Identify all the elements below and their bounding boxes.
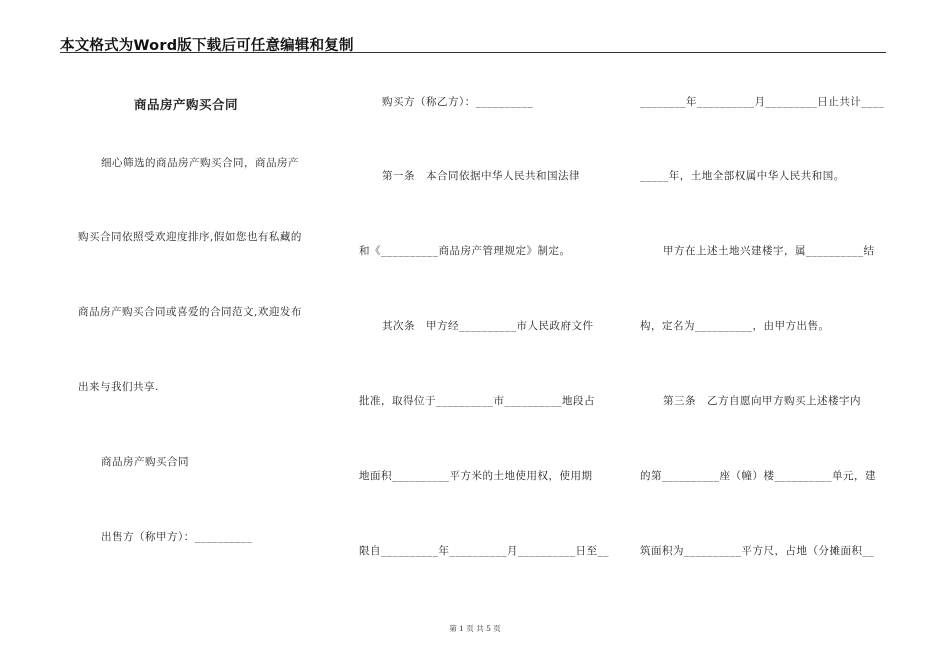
left-line-5: 商品房产购买合同 bbox=[101, 456, 189, 468]
middle-line-4: 批准，取得位于__________市__________地段占 bbox=[359, 395, 595, 407]
left-line-6: 出售方（称甲方）：__________ bbox=[101, 531, 253, 543]
left-line-2: 购买合同依照受欢迎度排序,假如您也有私藏的 bbox=[78, 231, 302, 243]
document-header: 本文格式为Word版下载后可任意编辑和复制 bbox=[60, 38, 354, 54]
contract-title: 商品房产购买合同 bbox=[134, 97, 239, 112]
left-line-4: 出来与我们共享. bbox=[78, 381, 159, 393]
right-line-3: 构，定名为__________，由甲方出售。 bbox=[640, 320, 830, 332]
page-number: 第 1 页 共 5 页 bbox=[449, 624, 501, 633]
middle-line-5: 地面积__________平方米的土地使用权，使用期 bbox=[359, 470, 593, 482]
middle-line-3: 其次条 甲方经__________市人民政府文件 bbox=[382, 320, 594, 332]
right-line-0: ________年__________月_________日止共计____ bbox=[640, 96, 885, 108]
right-line-2: 甲方在上述土地兴建楼宇，属__________结 bbox=[663, 245, 875, 257]
left-line-1: 细心筛选的商品房产购买合同，商品房产 bbox=[101, 157, 299, 169]
right-line-5: 的第__________座（幢）楼__________单元，建 bbox=[640, 470, 876, 482]
right-line-4: 第三条 乙方自愿向甲方购买上述楼宇内 bbox=[663, 395, 861, 407]
left-line-3: 商品房产购买合同或喜爱的合同范文,欢迎发布 bbox=[78, 306, 302, 318]
middle-line-1: 第一条 本合同依据中华人民共和国法律 bbox=[382, 170, 580, 182]
right-line-1: _____年，土地全部权属中华人民共和国。 bbox=[640, 170, 845, 182]
middle-line-2: 和《__________商品房产管理规定》制定。 bbox=[359, 245, 571, 257]
right-line-6: 筑面积为__________平方尺，占地（分摊面积__ bbox=[640, 545, 874, 557]
middle-line-0: 购买方（称乙方）：__________ bbox=[382, 96, 534, 108]
middle-line-6: 限自__________年__________月__________日至__ bbox=[359, 545, 609, 557]
header-divider bbox=[60, 52, 886, 53]
